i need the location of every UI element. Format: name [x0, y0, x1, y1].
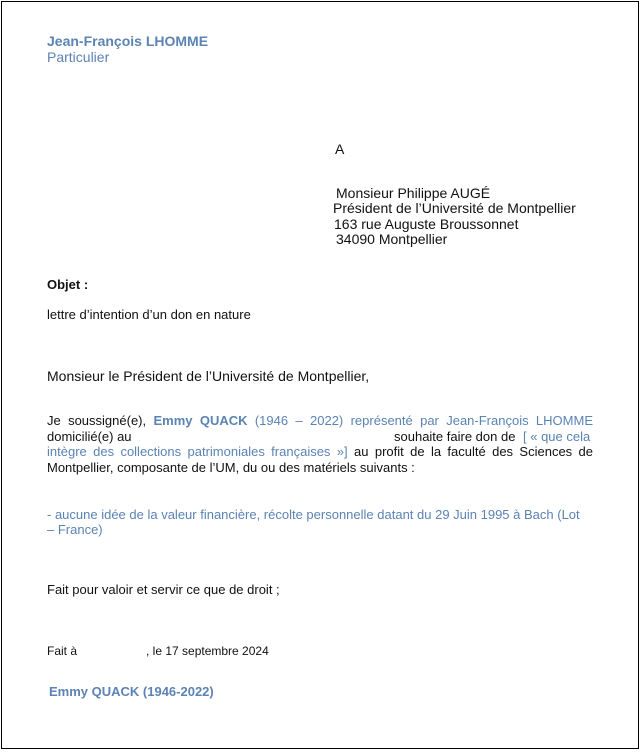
place-prefix: Fait à [47, 644, 78, 658]
item-line-1: - aucune idée de la valeur financière, récolte personnelle datant du 29 Juin 1995 à Bach (Lot [47, 507, 580, 522]
address-label: domicilié(e) au [47, 429, 132, 444]
donation-quote-start: [ « que cela [523, 429, 591, 444]
closing-statement: Fait pour valoir et servir ce que de droit ; [47, 582, 280, 597]
body-intro: Je soussigné(e), [47, 413, 154, 428]
donation-quote-end: intègre des collections patrimoniales françaises »] [47, 444, 348, 459]
body-line-3 [47, 444, 593, 460]
recipient-name: Monsieur Philippe AUGÉ [336, 185, 491, 201]
donor-details: (1946 – 2022) représenté par Jean-François LHOMME [247, 413, 593, 428]
salutation: Monsieur le Président de l’Université de Montpellier, [47, 368, 370, 384]
recipient-street: 163 rue Auguste Broussonnet [334, 216, 519, 232]
recipient-title: Président de l’Université de Montpellier [333, 200, 576, 216]
donor-name: Emmy QUACK [153, 413, 248, 428]
sender-role: Particulier [47, 49, 110, 65]
faculty-location: Montpellier [47, 460, 110, 475]
signature-date: , le 17 septembre 2024 [146, 644, 269, 658]
beneficiary: au profit de la faculté des Sciences de [347, 444, 593, 459]
body-line-4 [47, 460, 593, 476]
faculty-description: , composante de l’UM, du ou des matériels suivants : [109, 460, 415, 475]
recipient-prefix: A [335, 141, 345, 157]
donation-intent: souhaite faire don de [394, 429, 516, 444]
sender-name: Jean-François LHOMME [47, 33, 209, 49]
item-line-2: – France) [47, 522, 103, 537]
subject-label: Objet : [47, 277, 89, 292]
signature-name: Emmy QUACK (1946-2022) [49, 684, 214, 699]
body-line-1 [47, 413, 593, 429]
subject-text: lettre d’intention d’un don en nature [47, 307, 251, 322]
recipient-city: 34090 Montpellier [336, 231, 448, 247]
